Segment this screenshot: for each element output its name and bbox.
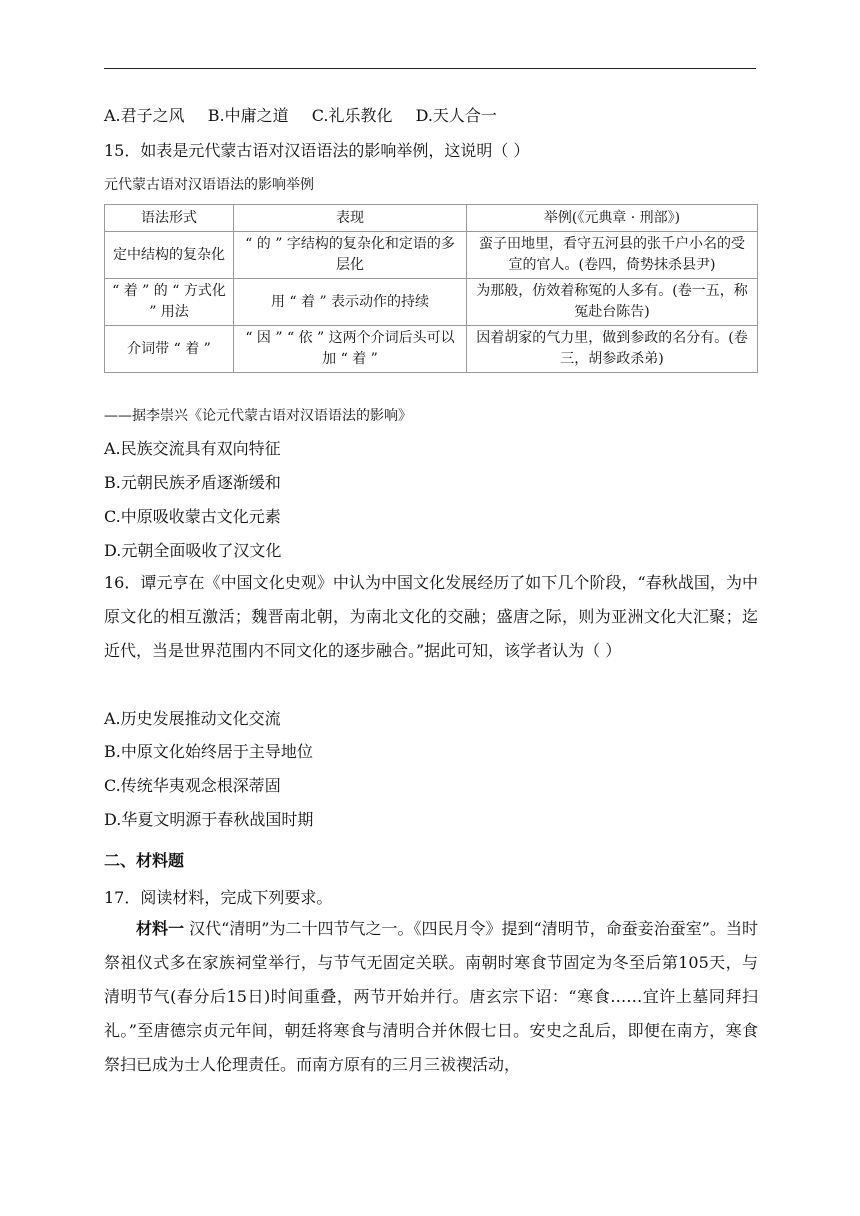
material-text: 汉代“清明”为二十四节气之一。《四民月令》提到“清明节，命蚕妾治蚕室”。当时祭祖仪式多在家族祠堂举行，与节气无固定关联。南朝时寒食节固定为冬至后第105天，与清明节气(春分后15日)时间重叠，两节开始并行。唐玄宗下诏：“寒食……宜许上墓同拜扫礼。”至唐德宗贞元年间，朝廷将寒食与清明合并休假七日。安史之乱后，即便在南方，寒食祭扫已成为士人伦理责任。而南方原有的三月三祓禊活动，	[104, 919, 758, 1074]
q15-option-b: B.元朝民族矛盾逐渐缓和	[104, 473, 281, 492]
table-cell: 蛮子田地里，看守五河县的张千户小名的受宣的官人。(卷四，倚势抹杀县尹)	[467, 232, 758, 279]
table-cell: “ 因 ” “ 依 ” 这两个介词后头可以加 “ 着 ”	[234, 326, 467, 373]
table-cell: 用 “ 着 ” 表示动作的持续	[234, 279, 467, 326]
table-cell: 介词带 “ 着 ”	[105, 326, 234, 373]
q15-stem: 15．如表是元代蒙古语对汉语语法的影响举例，这说明（ ）	[104, 141, 530, 160]
q15-table-caption: 元代蒙古语对汉语语法的影响举例	[104, 177, 314, 193]
table-cell: 因着胡家的气力里，做到参政的名分有。(卷三，胡参政杀弟)	[467, 326, 758, 373]
q14-options	[104, 106, 515, 126]
q14-option-b: B.中庸之道	[207, 106, 289, 125]
q15-option-a: A.民族交流具有双向特征	[104, 439, 281, 458]
table-header-cell: 表现	[234, 205, 467, 232]
grammar-table	[104, 204, 758, 373]
table-cell: “ 着 ” 的 “ 方式化 ” 用法	[105, 279, 234, 326]
table-header-row	[105, 205, 758, 232]
table-header-cell: 举例(《元典章 · 刑部》)	[467, 205, 758, 232]
q14-option-c: C.礼乐教化	[311, 106, 393, 125]
q15-source: ——据李崇兴《论元代蒙古语对汉语语法的影响》	[104, 408, 412, 424]
table-cell: 为那般，仿效着称冤的人多有。(卷一五，称冤赴台陈告)	[467, 279, 758, 326]
q14-option-d: D.天人合一	[415, 106, 497, 125]
q15-option-d: D.元朝全面吸收了汉文化	[104, 541, 282, 560]
q16-stem: 16．谭元亨在《中国文化史观》中认为中国文化发展经历了如下几个阶段，“春秋战国，为中原文化的相互激活；魏晋南北朝，为南北文化的交融；盛唐之际，则为亚洲文化大汇聚；迄近代，当是世界范围内不同文化的逐步融合。”据此可知，该学者认为（ ）	[104, 573, 758, 660]
q16-option-a: A.历史发展推动文化交流	[104, 709, 281, 728]
section-title: 二、材料题	[104, 851, 185, 870]
table-row	[105, 279, 758, 326]
table-cell: 定中结构的复杂化	[105, 232, 234, 279]
q17-material-one	[104, 912, 758, 1082]
material-label: 材料一	[136, 919, 185, 938]
table-row	[105, 326, 758, 373]
table-header-cell: 语法形式	[105, 205, 234, 232]
table-cell: “ 的 ” 字结构的复杂化和定语的多层化	[234, 232, 467, 279]
q14-option-a: A.君子之风	[104, 106, 185, 125]
q16-option-c: C.传统华夷观念根深蒂固	[104, 776, 281, 795]
q17-stem: 17．阅读材料，完成下列要求。	[104, 888, 333, 907]
header-rule	[104, 68, 756, 69]
q16-option-b: B.中原文化始终居于主导地位	[104, 742, 313, 761]
q16-option-d: D.华夏文明源于春秋战国时期	[104, 810, 314, 829]
q15-option-c: C.中原吸收蒙古文化元素	[104, 507, 281, 526]
table-row	[105, 232, 758, 279]
